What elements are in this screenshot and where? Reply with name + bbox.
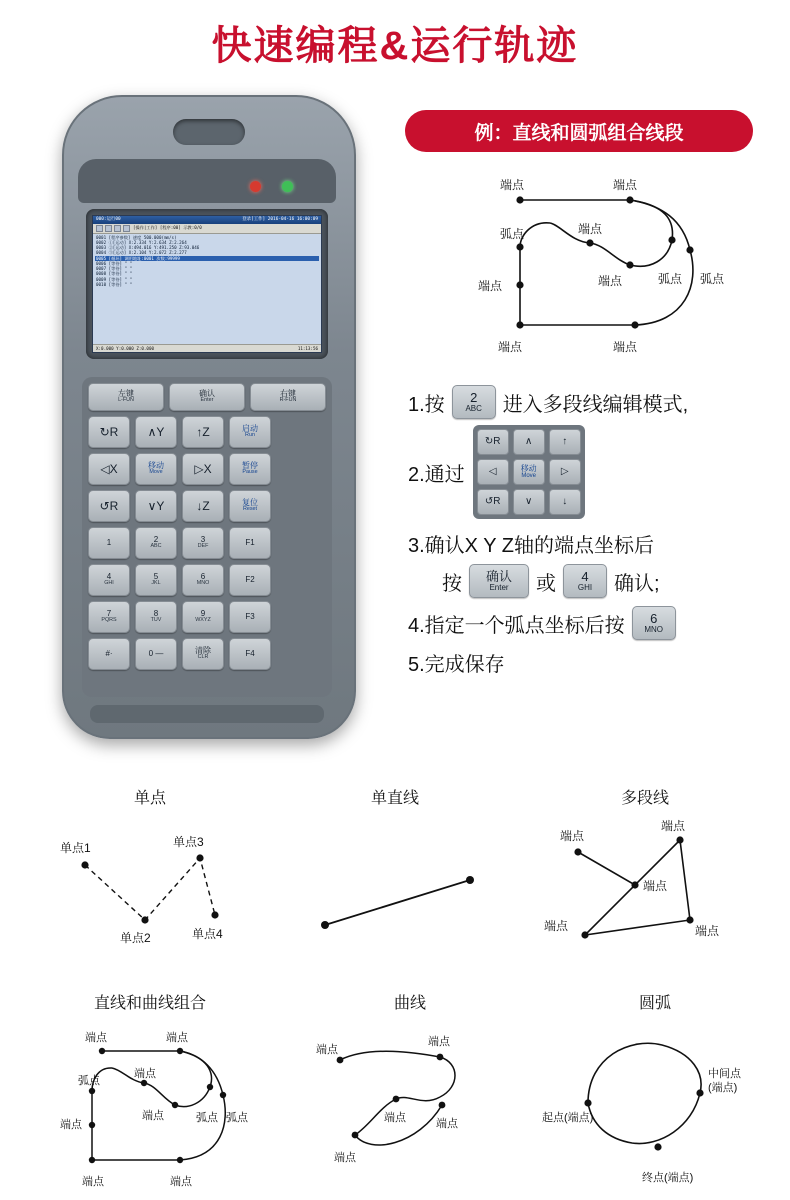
label-arcpoint: 弧点 <box>78 1075 100 1087</box>
key-sublabel: MNO <box>644 624 664 634</box>
label-endpoint: 端点 <box>334 1152 356 1164</box>
screen-bezel <box>86 209 328 359</box>
key-label: 右键 <box>280 388 296 398</box>
label-endpoint: 端点 <box>82 1176 104 1188</box>
program-line[interactable]: 0004 ③[运动] X:2.104 Y:2.072 Z:2.277 <box>96 250 187 256</box>
label-point-2: 单点2 <box>120 931 151 945</box>
gallery-caption: 曲线 <box>393 995 426 1012</box>
key-sublabel: ABC <box>150 543 162 550</box>
key-label: ∨Y <box>147 499 165 513</box>
key-label: ↻R <box>484 436 501 447</box>
step-3-key-4[interactable] <box>563 564 607 598</box>
toolbar-text: [操作|工作] [程序:00] 示教:0/0 <box>133 224 202 230</box>
keypad-row-num-4[interactable] <box>88 638 326 670</box>
key-label: 1 <box>106 537 112 547</box>
key-pause[interactable] <box>229 453 271 485</box>
label-arcpoint: 弧点 <box>700 272 725 286</box>
pendant-handle <box>173 119 245 145</box>
key-f1[interactable] <box>229 527 271 559</box>
screen-titlebar <box>93 216 321 224</box>
key-reset[interactable] <box>229 490 271 522</box>
key-label: F1 <box>245 537 255 547</box>
key-label: ↺R <box>484 496 501 507</box>
label-arcpoint: 弧点 <box>196 1112 218 1124</box>
screen-title-left: 000:运行00 <box>96 217 121 222</box>
key-sublabel: L-FUN <box>118 397 134 404</box>
key-7[interactable] <box>88 601 130 633</box>
mini-key-down-icon[interactable] <box>513 489 545 515</box>
label-end-point: 终点(端点) <box>642 1172 694 1184</box>
screen-statusbar <box>93 344 321 352</box>
key-8[interactable] <box>135 601 177 633</box>
gallery-cell-points <box>40 785 260 970</box>
label-endpoint: 端点 <box>578 222 603 236</box>
gallery-cell-curve <box>300 990 520 1200</box>
step-3-text: 3.确认X Y Z轴的端点坐标后 <box>408 535 654 557</box>
label-middle-point-2: (端点) <box>708 1082 738 1094</box>
pendant-screen <box>92 215 322 353</box>
key-sublabel: GHI <box>577 582 593 592</box>
key-3[interactable] <box>182 527 224 559</box>
mini-keypad-row-2[interactable] <box>477 459 581 485</box>
key-sublabel: Move <box>521 473 537 479</box>
key-run[interactable] <box>229 416 271 448</box>
mini-key-rotate-ccw-icon[interactable] <box>477 489 509 515</box>
key-label: 8 <box>153 608 159 618</box>
gallery-caption: 单点 <box>133 790 166 807</box>
label-endpoint: 端点 <box>436 1118 458 1130</box>
label-arcpoint: 弧点 <box>226 1112 248 1124</box>
key-label: F3 <box>245 611 255 621</box>
copy-icon[interactable] <box>114 225 121 232</box>
key-sublabel: Move <box>149 469 163 476</box>
power-led-red <box>250 181 261 192</box>
toolbar-icon-group[interactable] <box>96 225 130 232</box>
mini-key-z-up-icon[interactable] <box>549 429 581 455</box>
key-label: 4 <box>581 568 589 584</box>
label-endpoint: 端点 <box>142 1110 164 1122</box>
step-4-key-6[interactable] <box>632 606 676 640</box>
step-3-text-mid: 或 <box>536 572 556 595</box>
key-f2[interactable] <box>229 564 271 596</box>
gallery-caption: 圆弧 <box>638 995 671 1012</box>
key-label: F4 <box>245 648 255 658</box>
instruction-steps <box>408 385 780 683</box>
mini-key-up-icon[interactable] <box>513 429 545 455</box>
program-line-selected[interactable]: 0005 [循环] 调用地址:0001 次数:99999 <box>95 256 319 261</box>
label-arcpoint: 弧点 <box>658 272 683 286</box>
label-endpoint: 端点 <box>170 1176 192 1188</box>
key-sublabel: R-FUN <box>279 397 297 404</box>
key-label: F2 <box>245 574 255 584</box>
key-label: 6 <box>200 571 206 581</box>
program-line[interactable]: 0010 [等待] " " <box>96 281 133 287</box>
key-label: ↑Z <box>196 425 210 439</box>
key-label: 移动 <box>148 460 164 470</box>
key-jog-z-minus-icon[interactable] <box>182 490 224 522</box>
key-label: 暂停 <box>242 460 258 470</box>
key-move[interactable] <box>135 453 177 485</box>
key-label: 左键 <box>118 388 134 398</box>
step-2-jog-keypad[interactable] <box>473 425 585 519</box>
key-label: ▷X <box>194 462 212 476</box>
key-label: ∨ <box>525 496 533 507</box>
label-endpoint: 端点 <box>613 340 638 354</box>
key-clear[interactable] <box>182 638 224 670</box>
label-endpoint: 端点 <box>643 879 668 893</box>
program-line[interactable]: 0008 [等待] " " <box>96 271 133 277</box>
step-5 <box>408 648 780 677</box>
paste-icon[interactable] <box>123 225 130 232</box>
key-label: 4 <box>106 571 112 581</box>
key-9[interactable] <box>182 601 224 633</box>
key-4[interactable] <box>88 564 130 596</box>
key-jog-x-plus-icon[interactable] <box>182 453 224 485</box>
key-label: 6 <box>650 610 658 626</box>
label-endpoint: 端点 <box>166 1032 188 1044</box>
mini-key-left-icon[interactable] <box>477 459 509 485</box>
gallery-caption: 直线和曲线组合 <box>93 995 206 1012</box>
keypad-row-jog-3[interactable] <box>88 490 326 522</box>
key-label: 启动 <box>242 423 258 433</box>
key-label: 复位 <box>242 497 258 507</box>
key-sublabel: ABC <box>465 403 482 413</box>
label-point-1: 单点1 <box>60 841 91 855</box>
label-endpoint: 端点 <box>316 1044 338 1056</box>
label-point-3: 单点3 <box>173 835 204 849</box>
step-4 <box>408 606 780 640</box>
mini-key-right-icon[interactable] <box>549 459 581 485</box>
key-label: ◁X <box>100 462 118 476</box>
key-sublabel: TUV <box>150 617 162 624</box>
keypad-row-num-3[interactable] <box>88 601 326 633</box>
step-4-text-pre: 4.指定一个弧点坐标后按 <box>408 614 625 637</box>
gallery-cell-arc <box>540 990 770 1200</box>
key-label: 2 <box>470 389 478 405</box>
label-endpoint: 端点 <box>384 1112 406 1124</box>
key-rotate-ccw-icon[interactable] <box>88 490 130 522</box>
key-label: 2 <box>153 534 159 544</box>
key-label: 确认 <box>485 568 512 584</box>
mini-key-z-down-icon[interactable] <box>549 489 581 515</box>
key-jog-z-plus-icon[interactable] <box>182 416 224 448</box>
gallery-cell-mixed <box>30 990 270 1200</box>
gallery-caption: 多段线 <box>620 790 669 807</box>
program-line[interactable]: 0002 ①[运动] X:2.334 Y:2.634 Z:2.264 <box>96 239 187 245</box>
key-5[interactable] <box>135 564 177 596</box>
keypad-row-function[interactable] <box>88 383 326 411</box>
key-label: 5 <box>153 571 159 581</box>
folder-icon[interactable] <box>105 225 112 232</box>
label-endpoint: 端点 <box>695 924 720 938</box>
step-3-text-post: 确认; <box>614 572 660 595</box>
label-endpoint: 端点 <box>544 919 569 933</box>
step-3-text-pre: 按 <box>442 572 462 595</box>
key-label: ∧ <box>525 436 533 447</box>
label-middle-point-1: 中间点 <box>708 1068 741 1080</box>
coordinate-readout: X:0.000 Y:0.000 Z:0.000 <box>96 345 154 351</box>
step-2-text-pre: 2.通过 <box>408 463 465 486</box>
step-1-text-post: 进入多段线编辑模式, <box>502 393 689 416</box>
label-endpoint: 端点 <box>560 829 585 843</box>
key-sublabel: PQRS <box>101 617 117 624</box>
key-label: ∧Y <box>147 425 165 439</box>
save-icon[interactable] <box>96 225 103 232</box>
label-endpoint: 端点 <box>500 178 525 192</box>
mini-key-rotate-cw-icon[interactable] <box>477 429 509 455</box>
step-3-line-1 <box>408 529 780 558</box>
status-led-green <box>282 181 293 192</box>
key-label: ◁ <box>488 466 497 477</box>
key-sublabel: Run <box>245 432 255 439</box>
program-line[interactable]: 0007 [等待] " " <box>96 266 133 271</box>
keypad[interactable] <box>82 377 332 697</box>
key-right-fun[interactable] <box>250 383 326 411</box>
step-3-key-enter[interactable] <box>469 564 529 598</box>
pendant-top-band <box>78 159 336 203</box>
key-sublabel: GHI <box>104 580 114 587</box>
step-1-text-pre: 1.按 <box>408 393 445 416</box>
key-0[interactable] <box>135 638 177 670</box>
key-label: 移动 <box>520 464 537 473</box>
label-endpoint: 端点 <box>661 819 686 833</box>
screen-title-right: 登录[工作] 2016-04-16 16:00:09 <box>242 217 318 222</box>
keypad-row-num-2[interactable] <box>88 564 326 596</box>
label-endpoint: 端点 <box>428 1036 450 1048</box>
key-sublabel: CLR <box>197 654 209 661</box>
program-line[interactable]: 0006 [等待] " " <box>96 260 133 266</box>
keypad-row-num-1[interactable] <box>88 527 326 559</box>
label-endpoint: 端点 <box>60 1119 82 1131</box>
key-enter[interactable] <box>169 383 245 411</box>
key-sublabel: JKL <box>151 580 161 587</box>
key-sublabel: MNO <box>196 580 210 587</box>
pendant-bottom-cap <box>90 705 324 723</box>
trajectory-gallery <box>0 785 790 1200</box>
key-f3[interactable] <box>229 601 271 633</box>
handheld-pendant <box>62 95 356 739</box>
key-jog-y-plus-icon[interactable] <box>135 416 177 448</box>
page-title: 快速编程&运行轨迹 <box>211 24 579 68</box>
mini-key-move[interactable] <box>513 459 545 485</box>
key-1[interactable] <box>88 527 130 559</box>
step-1 <box>408 385 780 419</box>
program-line[interactable]: 0001 [程序参数] 速度 500.000(mm/s) <box>96 234 177 240</box>
gallery-cell-line <box>290 785 500 970</box>
label-endpoint: 端点 <box>613 178 638 192</box>
key-jog-x-minus-icon[interactable] <box>88 453 130 485</box>
program-line-list[interactable] <box>93 234 321 289</box>
clock: 11:13:56 <box>297 345 318 351</box>
label-point-4: 单点4 <box>192 927 223 941</box>
label-endpoint: 端点 <box>598 274 623 288</box>
key-sublabel: Pause <box>242 469 258 476</box>
step-5-text: 5.完成保存 <box>408 654 505 676</box>
label-endpoint: 端点 <box>85 1032 107 1044</box>
key-label: ↻R <box>99 425 119 439</box>
key-rotate-cw-icon[interactable] <box>88 416 130 448</box>
key-f4[interactable] <box>229 638 271 670</box>
mini-keypad-row-1[interactable] <box>477 429 581 455</box>
key-6[interactable] <box>182 564 224 596</box>
keypad-row-jog-1[interactable] <box>88 416 326 448</box>
step-3-line-2 <box>408 564 780 598</box>
key-label: ↓Z <box>196 499 210 513</box>
label-arcpoint: 弧点 <box>500 227 525 241</box>
example-path-figure <box>400 165 780 370</box>
key-label: ↓ <box>562 496 568 507</box>
key-sublabel: Reset <box>242 506 258 513</box>
step-2 <box>408 425 780 519</box>
key-label: 7 <box>106 608 112 618</box>
key-label: 9 <box>200 608 206 618</box>
key-label: 3 <box>200 534 206 544</box>
label-endpoint: 端点 <box>478 279 503 293</box>
mini-keypad-row-3[interactable] <box>477 489 581 515</box>
key-left-fun[interactable] <box>88 383 164 411</box>
key-label: ↺R <box>99 499 119 513</box>
label-endpoint: 端点 <box>498 340 523 354</box>
key-2[interactable] <box>135 527 177 559</box>
screen-toolbar[interactable] <box>93 224 321 234</box>
key-label: #· <box>105 648 113 658</box>
gallery-cell-polyline <box>530 785 760 970</box>
key-hash-dot[interactable] <box>88 638 130 670</box>
program-line[interactable]: 0003 ②[运动] X:494.016 Y:491.250 Z:93.046 <box>96 245 200 250</box>
example-banner: 例：直线和圆弧组合线段 <box>405 110 753 152</box>
key-sublabel: Enter <box>489 582 509 592</box>
gallery-caption: 单直线 <box>370 790 419 807</box>
key-label: ▷ <box>560 466 569 477</box>
label-start-point: 起点(端点) <box>542 1112 594 1124</box>
program-line[interactable]: 0009 [等待] " " <box>96 276 133 282</box>
key-sublabel: Enter <box>200 397 214 404</box>
key-label: 确认 <box>199 388 215 398</box>
step-1-key-2[interactable] <box>452 385 496 419</box>
key-label: 清除 <box>195 645 211 655</box>
label-endpoint: 端点 <box>134 1068 156 1080</box>
key-sublabel: WXYZ <box>195 617 211 624</box>
key-sublabel: DEF <box>197 543 209 550</box>
key-jog-y-minus-icon[interactable] <box>135 490 177 522</box>
key-label: 0 — <box>148 648 164 658</box>
keypad-row-jog-2[interactable] <box>88 453 326 485</box>
key-label: ↑ <box>562 436 568 447</box>
